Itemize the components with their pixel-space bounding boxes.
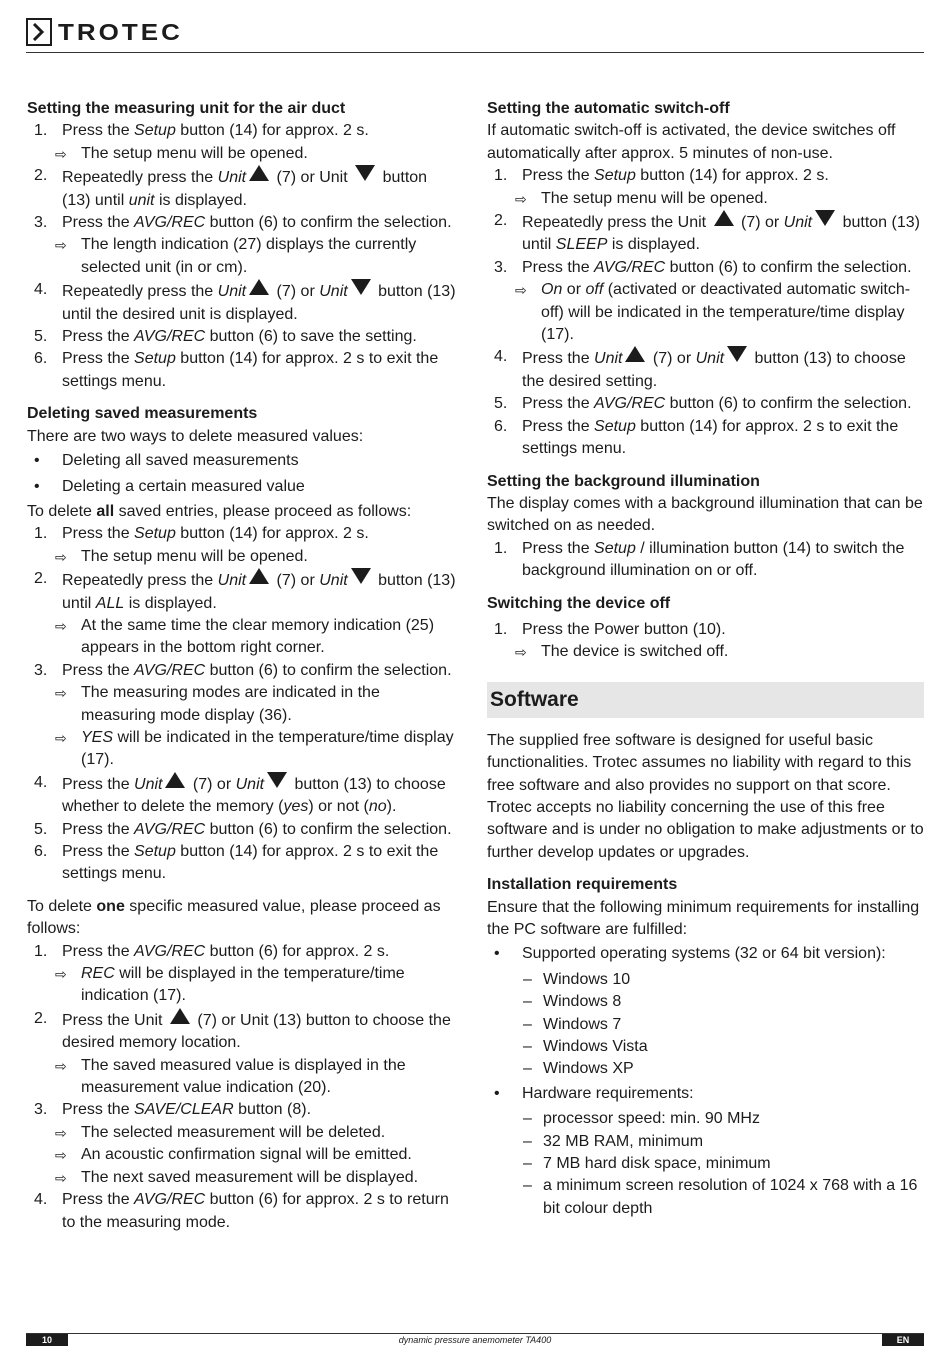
bullet-item: • Deleting all saved measurements (27, 450, 457, 472)
paragraph: To delete one specific measured value, please proceed as follows: (27, 897, 441, 938)
section-heading-deleting: Deleting saved measurements (27, 405, 258, 423)
result-item: ⇨ The length indication (27) displays the currently selected unit (in or cm). (55, 236, 417, 276)
triangle-down-icon (815, 210, 835, 226)
list-item: – Windows 10 (487, 969, 924, 991)
list-item: 2. Repeatedly press the Unit (7) or Unit button (13) until SLEEP is displayed. (494, 212, 920, 254)
section-heading-installation: Installation requirements (487, 876, 678, 894)
list-item: 1. Press the Setup button (14) for approx. 2 s. (34, 122, 369, 140)
paragraph: If automatic switch-off is activated, the device switches off automatically after approx. 5 minutes of non-use. (487, 122, 896, 162)
brand-logo (26, 18, 183, 46)
paragraph: The supplied free software is designed for useful basic functionalities. Trotec assumes no liability with regard to this free software and also provides no support on that score. Trotec accepts no liability concerning the use of this free software and is under no obligation to make adjustments or to further develop updates or upgrades. (487, 731, 924, 861)
triangle-down-icon (355, 165, 375, 181)
list-item: – Windows XP (487, 1058, 924, 1080)
triangle-down-icon (351, 279, 371, 295)
dash-icon: – (523, 1155, 532, 1173)
list-item: 6. Press the Setup button (14) for approx. 2 s to exit the settings menu. (494, 417, 899, 458)
result-arrow-icon: ⇨ (515, 190, 527, 207)
bullet-item: • Supported operating systems (32 or 64 bit version): (487, 943, 924, 965)
result-arrow-icon: ⇨ (55, 966, 67, 983)
result-arrow-icon: ⇨ (55, 145, 67, 162)
dash-icon: – (523, 1060, 532, 1078)
list-item: 1. Press the AVG/REC button (6) for approx. 2 s. (34, 942, 390, 960)
triangle-down-icon (727, 346, 747, 362)
dash-icon: – (523, 970, 532, 988)
result-item: ⇨ YES will be indicated in the temperature/time display (17). (55, 728, 454, 769)
triangle-up-icon (249, 568, 269, 584)
footer-title: dynamic pressure anemometer TA400 (398, 1335, 552, 1345)
result-item: ⇨ On or off (activated or deactivated automatic switch-off) will be indicated in the temperature/time display (17). (515, 281, 911, 344)
list-item: 1. Press the Setup button (14) for approx. 2 s. (494, 167, 829, 185)
paragraph: Ensure that the following minimum requirements for installing the PC software are fulfilled: (487, 898, 920, 938)
triangle-up-icon (165, 772, 185, 788)
list-item: 1. Press the Power button (10). (494, 620, 726, 638)
list-item: – processor speed: min. 90 MHz (487, 1108, 924, 1130)
chevron-logo-icon (26, 18, 52, 46)
result-item: ⇨ At the same time the clear memory indication (25) appears in the bottom right corner. (55, 616, 435, 657)
bullet-icon: • (494, 1084, 500, 1102)
result-arrow-icon: ⇨ (55, 1124, 67, 1141)
result-arrow-icon: ⇨ (55, 237, 67, 254)
section-heading-illumination: Setting the background illumination (487, 472, 760, 490)
result-arrow-icon: ⇨ (515, 644, 527, 661)
dash-icon: – (523, 1038, 532, 1056)
list-item: 5. Press the AVG/REC button (6) to confirm the selection. (34, 820, 452, 838)
section-heading-switching-off: Switching the device off (487, 594, 671, 612)
triangle-up-icon (625, 346, 645, 362)
right-column (487, 98, 924, 1220)
section-heading-switch-off: Setting the automatic switch-off (487, 100, 730, 117)
triangle-up-icon (249, 279, 269, 295)
result-arrow-icon: ⇨ (55, 1169, 67, 1186)
list-item: 2. Press the Unit (7) or Unit (13) button to choose the desired memory location. (34, 1009, 451, 1052)
list-item: – 32 MB RAM, minimum (487, 1131, 924, 1153)
result-arrow-icon: ⇨ (515, 282, 527, 299)
paragraph: The display comes with a background illumination that can be switched on as needed. (487, 494, 923, 535)
list-item: 1. Press the Setup / illumination button (14) to switch the background illumination on or off. (494, 539, 905, 580)
bullet-icon: • (34, 477, 40, 495)
result-item: ⇨ REC will be displayed in the temperature/time indication (17). (55, 965, 405, 1005)
software-section-banner: Software (487, 682, 924, 718)
paragraph: To delete all saved entries, please proceed as follows: (27, 502, 412, 520)
list-item: 6. Press the Setup button (14) for approx. 2 s to exit the settings menu. (34, 843, 439, 883)
list-item: 5. Press the AVG/REC button (6) to confirm the selection. (494, 395, 912, 413)
list-item: – Windows 8 (487, 991, 924, 1013)
list-item: – Windows 7 (487, 1014, 924, 1036)
result-arrow-icon: ⇨ (55, 685, 67, 702)
result-item: ⇨ The device is switched off. (487, 641, 924, 663)
dash-icon: – (523, 1015, 532, 1033)
dash-icon: – (523, 1110, 532, 1128)
brand-name: TROTEC (58, 18, 183, 46)
list-item: 1. Press the Setup button (14) for approx. 2 s. (34, 525, 369, 543)
page-number: 10 (26, 1334, 68, 1346)
bullet-icon: • (34, 452, 40, 470)
list-item: – a minimum screen resolution of 1024 x 768 with a 16 bit colour depth (523, 1177, 918, 1217)
section-heading-measuring-unit: Setting the measuring unit for the air duct (27, 100, 346, 117)
list-item: 3. Press the AVG/REC button (6) to confirm the selection. (34, 214, 452, 232)
bullet-item: • Hardware requirements: (487, 1083, 924, 1105)
triangle-up-icon (249, 165, 269, 181)
result-item: ⇨ The setup menu will be opened. (487, 188, 924, 210)
bullet-item: • Deleting a certain measured value (27, 476, 457, 498)
result-arrow-icon: ⇨ (55, 1057, 67, 1074)
list-item: 4. Press the Unit (7) or Unit button (13) to choose whether to delete the memory (yes) or not (no). (34, 773, 446, 816)
triangle-down-icon (267, 772, 287, 788)
dash-icon: – (523, 993, 532, 1011)
dash-icon: – (523, 1132, 532, 1150)
result-arrow-icon: ⇨ (55, 729, 67, 746)
language-badge: EN (882, 1334, 924, 1346)
list-item: 4. Press the AVG/REC button (6) for approx. 2 s to return to the measuring mode. (34, 1191, 449, 1231)
result-item: ⇨ An acoustic confirmation signal will be emitted. (27, 1144, 457, 1166)
list-item: – 7 MB hard disk space, minimum (487, 1153, 924, 1175)
triangle-up-icon (714, 210, 734, 226)
dash-icon: – (523, 1177, 532, 1195)
list-item: 3. Press the AVG/REC button (6) to confirm the selection. (494, 258, 912, 276)
result-arrow-icon: ⇨ (55, 548, 67, 565)
list-item: 5. Press the AVG/REC button (6) to save the setting. (34, 328, 417, 346)
result-item: ⇨ The setup menu will be opened. (27, 546, 457, 568)
list-item: 4. Repeatedly press the Unit (7) or Unit button (13) until the desired unit is displayed. (34, 281, 456, 323)
left-column (27, 98, 457, 1234)
list-item: – Windows Vista (487, 1036, 924, 1058)
list-item: 3. Press the AVG/REC button (6) to confirm the selection. (34, 661, 452, 679)
result-item: ⇨ The selected measurement will be deleted. (27, 1122, 457, 1144)
list-item: 4. Press the Unit (7) or Unit button (13) to choose the desired setting. (494, 348, 906, 390)
header-divider (26, 52, 924, 53)
result-item: ⇨ The saved measured value is displayed in the measurement value indication (20). (55, 1056, 406, 1097)
list-item: 2. Repeatedly press the Unit (7) or Unit button (13) until unit is displayed. (34, 167, 428, 209)
paragraph: There are two ways to delete measured values: (27, 427, 364, 445)
result-arrow-icon: ⇨ (55, 1147, 67, 1164)
result-item: ⇨ The measuring modes are indicated in the measuring mode display (36). (55, 684, 380, 724)
result-item: ⇨ The setup menu will be opened. (27, 143, 457, 165)
result-item: ⇨ The next saved measurement will be displayed. (27, 1167, 457, 1189)
page-header (26, 18, 924, 56)
bullet-icon: • (494, 945, 500, 963)
triangle-up-icon (170, 1008, 190, 1024)
result-arrow-icon: ⇨ (55, 617, 67, 634)
list-item: 2. Repeatedly press the Unit (7) or Unit button (13) until ALL is displayed. (34, 570, 456, 612)
list-item: 3. Press the SAVE/CLEAR button (8). (34, 1101, 312, 1119)
list-item: 6. Press the Setup button (14) for approx. 2 s to exit the settings menu. (34, 350, 439, 390)
triangle-down-icon (351, 568, 371, 584)
page-footer (26, 1333, 924, 1347)
